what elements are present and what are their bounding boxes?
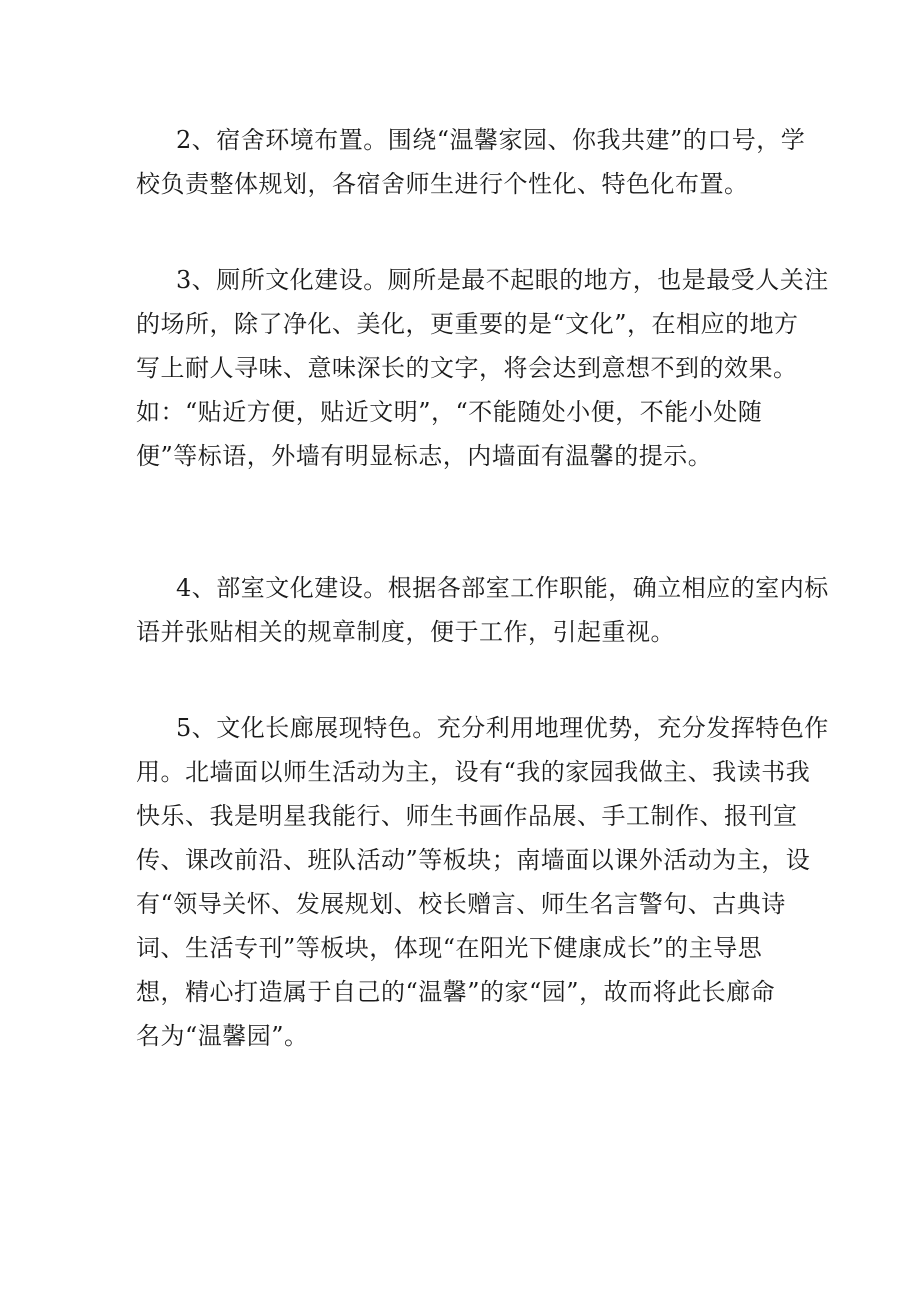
paragraph-line: 如：“贴近方便，贴近文明”，“不能随处小便，不能小处随 — [136, 398, 763, 426]
paragraph-line: 写上耐人寻味、意味深长的文字，将会达到意想不到的效果。 — [136, 354, 798, 382]
paragraph-line: 有“领导关怀、发展规划、校长赠言、师生名言警句、古典诗 — [136, 890, 786, 918]
paragraph-line: 5、文化长廊展现特色。充分利用地理优势，充分发挥特色作 — [176, 714, 829, 742]
paragraph-line: 校负责整体规划，各宿舍师生进行个性化、特色化布置。 — [136, 170, 749, 198]
paragraph-dormitory-environment — [136, 118, 806, 206]
paragraph-department-culture — [136, 566, 829, 654]
paragraph-line: 名为“温馨园”。 — [136, 1022, 309, 1050]
paragraph-line: 3、厕所文化建设。厕所是最不起眼的地方，也是最受人关注 — [176, 266, 829, 294]
paragraph-line: 便”等标语，外墙有明显标志，内墙面有温馨的提示。 — [136, 442, 713, 470]
paragraph-culture-corridor — [136, 706, 829, 1058]
paragraph-line: 4、部室文化建设。根据各部室工作职能，确立相应的室内标 — [176, 574, 829, 602]
paragraph-line: 语并张贴相关的规章制度，便于工作，引起重视。 — [136, 618, 675, 646]
paragraph-line: 传、课改前沿、班队活动”等板块；南墙面以课外活动为主，设 — [136, 846, 811, 874]
paragraph-line: 词、生活专刊”等板块，体现“在阳光下健康成长”的主导思 — [136, 934, 763, 962]
paragraph-line: 的场所，除了净化、美化，更重要的是“文化”，在相应的地方 — [136, 310, 799, 338]
paragraph-restroom-culture — [136, 258, 829, 478]
paragraph-line: 想，精心打造属于自己的“温馨”的家“园”，故而将此长廊命 — [136, 978, 776, 1006]
paragraph-line: 快乐、我是明星我能行、师生书画作品展、手工制作、报刊宣 — [136, 802, 798, 830]
paragraph-line: 2、宿舍环境布置。围绕“温馨家园、你我共建”的口号，学 — [176, 126, 806, 154]
paragraph-line: 用。北墙面以师生活动为主，设有“我的家园我做主、我读书我 — [136, 758, 811, 786]
